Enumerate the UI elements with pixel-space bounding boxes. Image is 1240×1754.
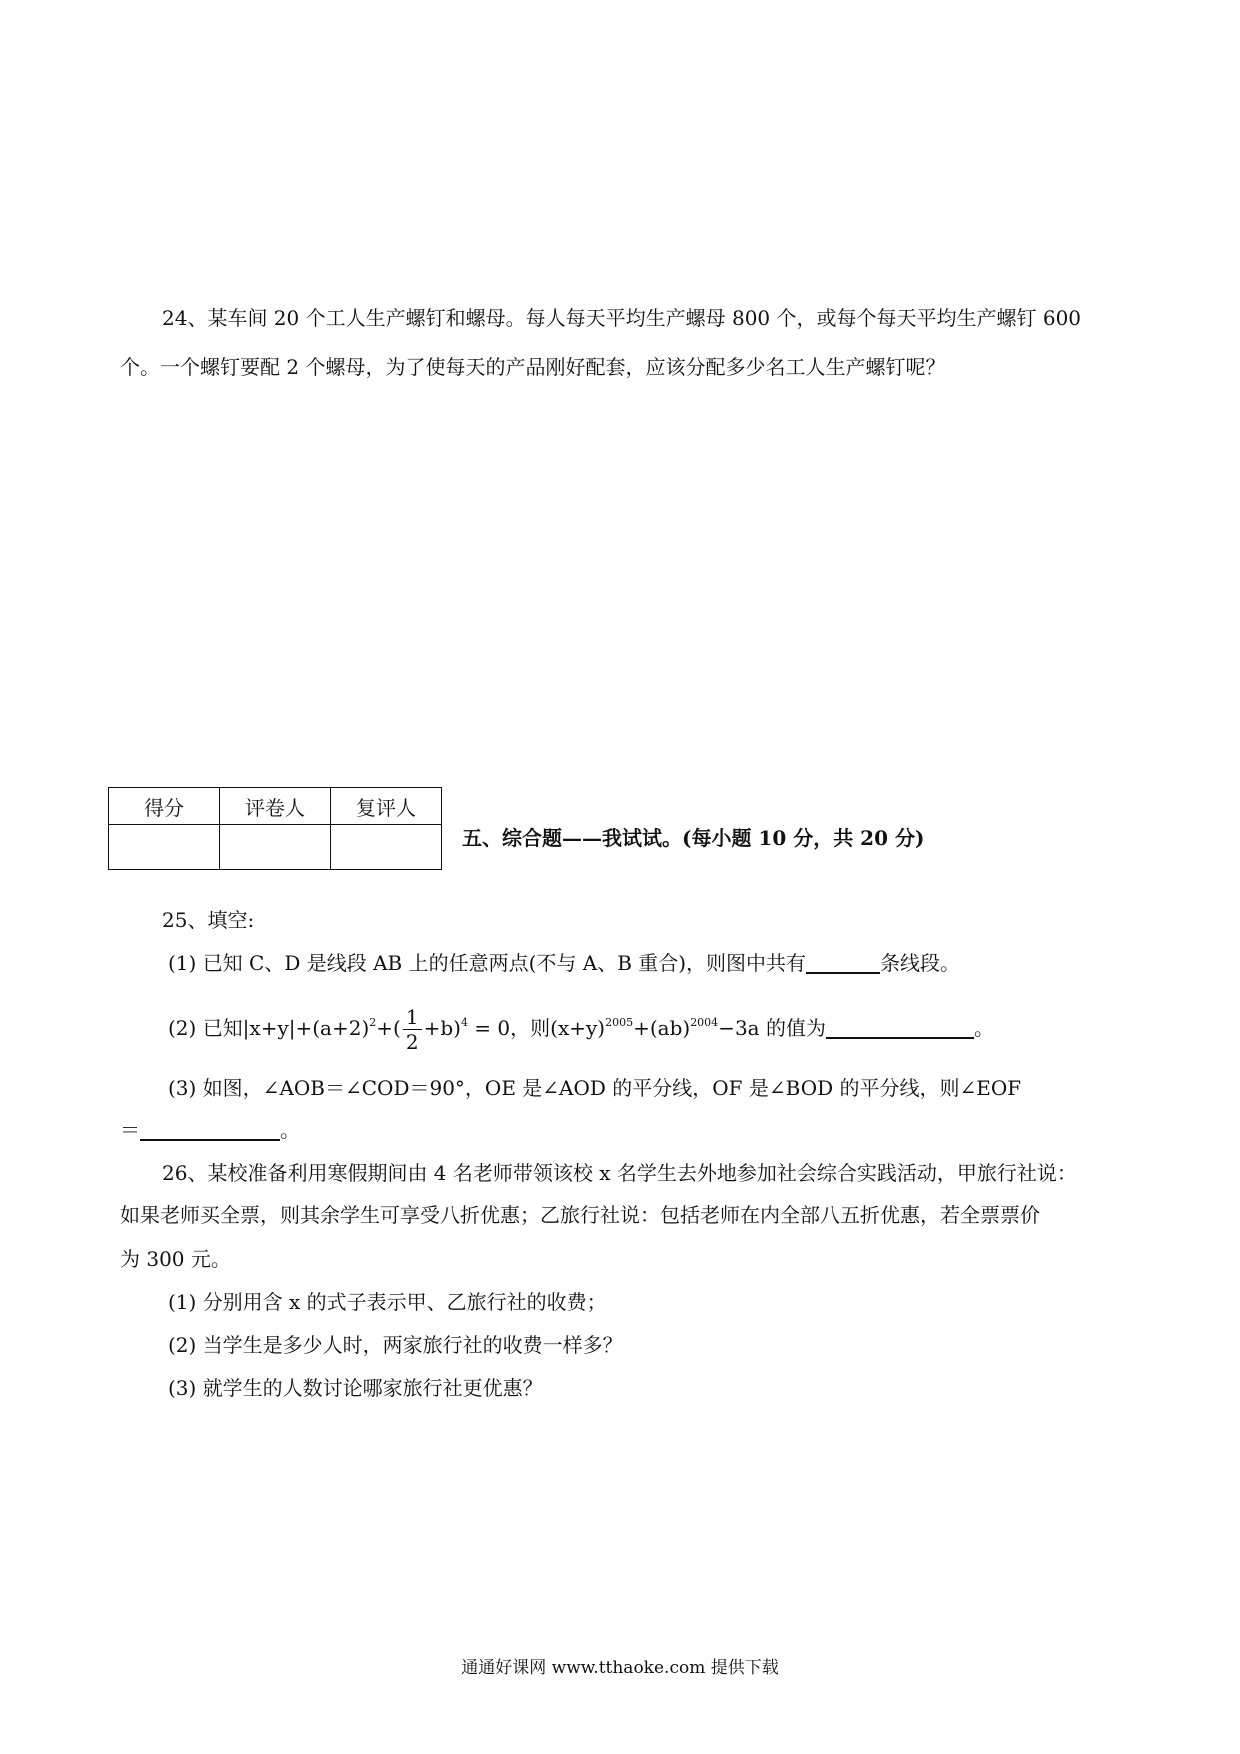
score-cell-grader[interactable] [220, 825, 331, 870]
q26-line-1: 26、某校准备利用寒假期间由 4 名老师带领该校 x 名学生去外地参加社会综合实践活动，甲旅行社说： [162, 1161, 1077, 1185]
q25-exp-4: 2004 [690, 1016, 719, 1029]
section-5-title: 五、综合题——我试试。(每小题 10 分，共 20 分) [462, 826, 925, 850]
q25-part-2-f: −3a 的值为 [718, 1016, 826, 1040]
q26-sub-3: (3) 就学生的人数讨论哪家旅行社更优惠？ [168, 1376, 543, 1400]
q25-part-2-d: = 0，则(x+y) [467, 1016, 606, 1040]
q26-sub-1: (1) 分别用含 x 的式子表示甲、乙旅行社的收费； [168, 1290, 607, 1314]
score-cell-reviewer[interactable] [331, 825, 442, 870]
q25-part-3-line-1: (3) 如图，∠AOB＝∠COD＝90°，OE 是∠AOD 的平分线，OF 是∠BOD 的平分线，则∠EOF [168, 1076, 1022, 1100]
fraction-numerator: 1 [403, 1005, 422, 1030]
q26-line-3: 为 300 元。 [120, 1247, 231, 1271]
fraction-one-half [403, 1005, 422, 1054]
q25-label: 25、填空: [162, 908, 255, 932]
q25-part-2-b: +( [376, 1016, 401, 1040]
q25-part-3-eq: ＝ [120, 1118, 140, 1142]
q25-exp-2: 4 [460, 1016, 468, 1029]
q25-part-1-suffix: 条线段。 [880, 951, 961, 975]
q25-part-2-e: +(ab) [633, 1016, 691, 1040]
q26-sub-2: (2) 当学生是多少人时，两家旅行社的收费一样多？ [168, 1333, 623, 1357]
q25-part-1 [168, 950, 960, 976]
q24-line-2: 个。一个螺钉要配 2 个螺母，为了使每天的产品刚好配套，应该分配多少名工人生产螺钉呢？ [120, 355, 946, 379]
fraction-denominator: 2 [405, 1030, 419, 1054]
q25-exp-1: 2 [369, 1016, 377, 1029]
score-table [108, 787, 442, 870]
q25-part-2-end: 。 [973, 1016, 994, 1040]
score-header-reviewer: 复评人 [331, 788, 442, 825]
q25-part-2-blank[interactable] [826, 1017, 974, 1039]
page-footer: 通通好课网 www.tthaoke.com 提供下载 [461, 1658, 779, 1678]
q25-part-2-a: (2) 已知|x+y|+(a+2) [168, 1016, 370, 1040]
q25-part-1-blank[interactable] [806, 952, 880, 974]
q25-part-2-c: +b) [423, 1016, 461, 1040]
q25-part-3-end: 。 [280, 1118, 300, 1142]
q25-exp-3: 2005 [605, 1016, 634, 1029]
q24-line-1: 24、某车间 20 个工人生产螺钉和螺母。每人每天平均生产螺母 800 个，或每个每天平均生产螺钉 600 [162, 306, 1082, 330]
q26-line-2: 如果老师买全票，则其余学生可享受八折优惠；乙旅行社说：包括老师在内全部八五折优惠，若全票票价 [120, 1203, 1040, 1227]
score-header-score: 得分 [109, 788, 220, 825]
q25-part-3-blank[interactable] [140, 1119, 280, 1141]
score-cell-score[interactable] [109, 825, 220, 870]
q25-part-3-line-2 [120, 1117, 300, 1143]
q25-part-1-text: (1) 已知 C、D 是线段 AB 上的任意两点(不与 A、B 重合)，则图中共有 [168, 951, 807, 975]
score-header-grader: 评卷人 [220, 788, 331, 825]
q25-part-2 [168, 998, 994, 1058]
